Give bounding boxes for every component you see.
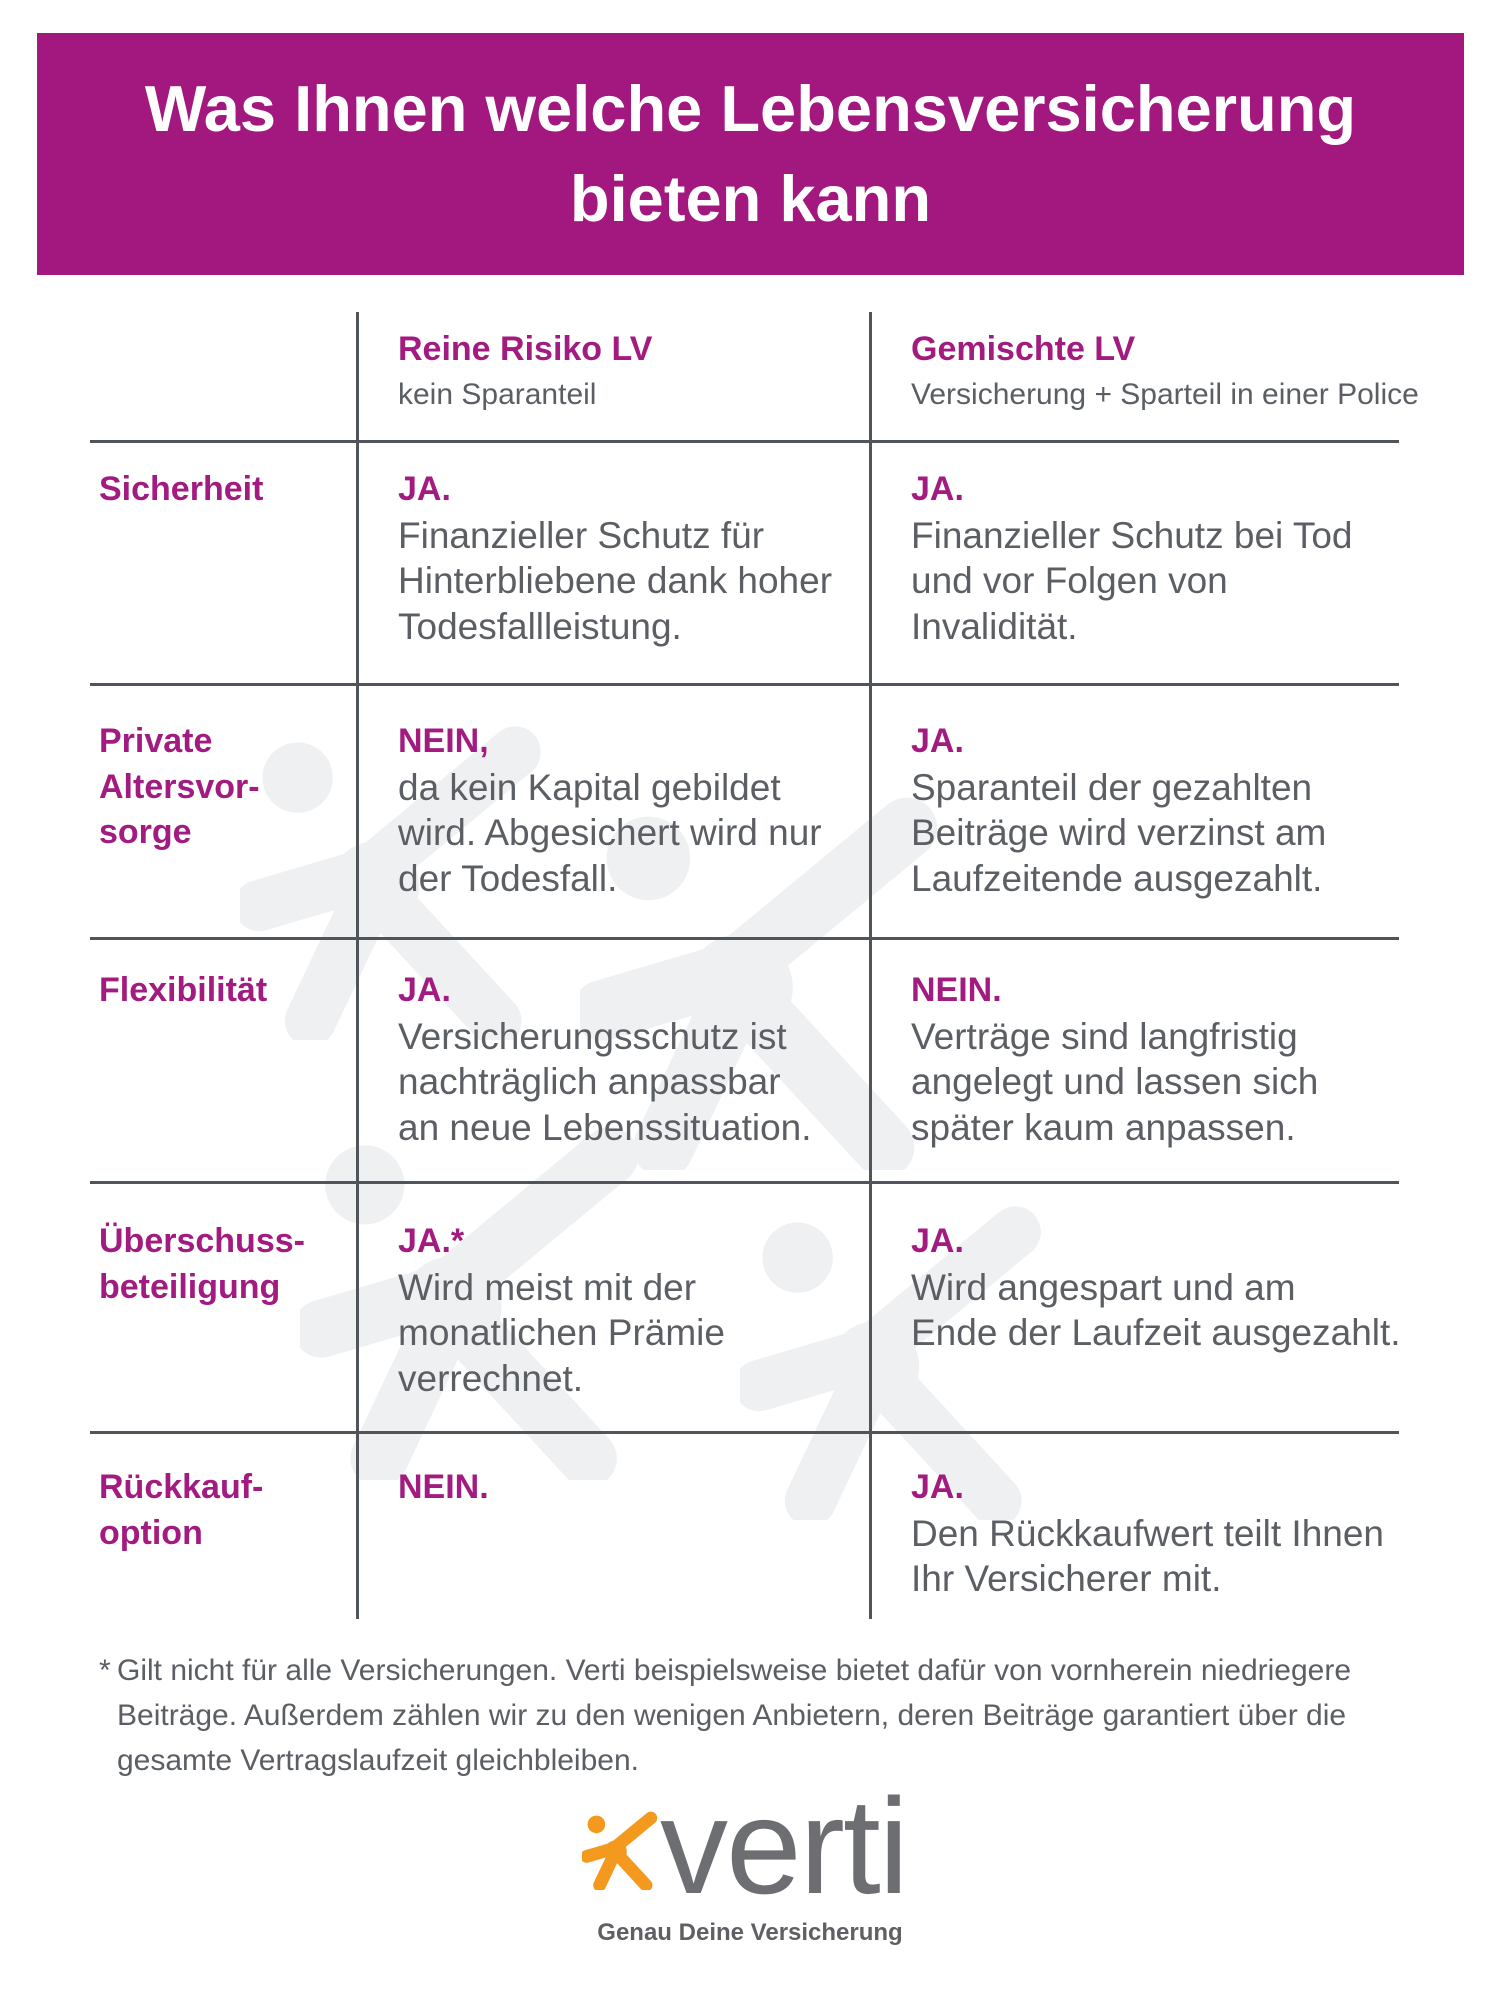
column-header-title: Gemischte LV xyxy=(911,330,1136,368)
cell-verdict: JA. xyxy=(911,722,964,760)
table-cell xyxy=(911,1219,1481,1356)
column-header-subtitle: Versicherung + Sparteil in einer Police xyxy=(911,378,1419,411)
row-label-flexibilitaet: Flexibilität xyxy=(99,971,268,1009)
row-divider xyxy=(90,937,1399,940)
table-cell xyxy=(398,968,856,1150)
table-cell xyxy=(911,1465,1481,1602)
cell-verdict: NEIN, xyxy=(398,722,489,760)
title-banner xyxy=(37,33,1464,275)
column-header-reine-risiko-lv xyxy=(398,326,856,418)
table-cell xyxy=(911,467,1481,649)
column-header-title: Reine Risiko LV xyxy=(398,330,653,368)
column-divider xyxy=(869,312,872,1619)
cell-text: Finanzieller Schutz für Hinterbliebene dank hoher Todesfallleistung. xyxy=(398,514,833,647)
cell-verdict: NEIN. xyxy=(911,971,1002,1009)
verti-figure-icon xyxy=(582,1800,662,1900)
table-cell xyxy=(398,467,856,649)
row-divider xyxy=(90,440,1399,443)
table-cell xyxy=(398,1219,856,1401)
cell-verdict: JA. xyxy=(911,1468,964,1506)
cell-verdict: JA. xyxy=(911,1222,964,1260)
row-divider xyxy=(90,683,1399,686)
table-cell xyxy=(398,719,856,901)
cell-text: Wird meist mit der monatlichen Prämie verrechnet. xyxy=(398,1266,725,1399)
row-label-ueberschussbeteiligung: Überschuss- beteiligung xyxy=(99,1222,305,1306)
cell-text: Sparanteil der gezahlten Beiträge wird verzinst am Laufzeitende ausgezahlt. xyxy=(911,766,1327,899)
column-divider xyxy=(356,312,359,1619)
cell-text: da kein Kapital gebildet wird. Abgesichert wird nur der Todesfall. xyxy=(398,766,822,899)
cell-verdict: JA. xyxy=(911,470,964,508)
cell-verdict: JA. xyxy=(398,470,451,508)
cell-text: Den Rückkaufwert teilt Ihnen Ihr Versicherer mit. xyxy=(911,1512,1385,1599)
cell-verdict: JA.* xyxy=(398,1222,465,1260)
logo-wordmark: verti xyxy=(660,1770,907,1922)
footnote-text: Gilt nicht für alle Versicherungen. Verti beispielsweise bietet dafür von vornherein niedriegere Beiträge. Außerdem zählen wir zu den wenigen Anbietern, deren Beiträge garantiert über die gesamte Vertragslaufzeit gleichbleiben. xyxy=(117,1654,1352,1777)
cell-verdict: JA. xyxy=(398,971,451,1009)
table-cell xyxy=(911,968,1481,1150)
row-label-private-altersvorsorge: Private Altersvor- sorge xyxy=(99,722,260,851)
cell-text: Verträge sind langfristig angelegt und lassen sich später kaum anpassen. xyxy=(911,1015,1319,1148)
row-divider xyxy=(90,1181,1399,1184)
cell-text: Wird angespart und am Ende der Laufzeit ausgezahlt. xyxy=(911,1266,1401,1353)
cell-verdict: NEIN. xyxy=(398,1468,489,1506)
table-cell xyxy=(398,1465,856,1511)
row-label-sicherheit: Sicherheit xyxy=(99,470,264,508)
logo-tagline: Genau Deine Versicherung xyxy=(597,1919,903,1946)
column-header-gemischte-lv xyxy=(911,326,1481,418)
column-header-subtitle: kein Sparanteil xyxy=(398,378,597,411)
footnote-marker: * xyxy=(99,1654,111,1687)
table-cell xyxy=(911,719,1481,901)
page-title: Was Ihnen welche Lebensversicherung bieten kann xyxy=(144,72,1357,235)
cell-text: Finanzieller Schutz bei Tod und vor Folgen von Invalidität. xyxy=(911,514,1353,647)
row-divider xyxy=(90,1431,1399,1434)
cell-text: Versicherungsschutz ist nachträglich anpassbar an neue Lebenssituation. xyxy=(398,1015,812,1148)
row-label-rueckkaufoption: Rückkauf- option xyxy=(99,1468,264,1552)
